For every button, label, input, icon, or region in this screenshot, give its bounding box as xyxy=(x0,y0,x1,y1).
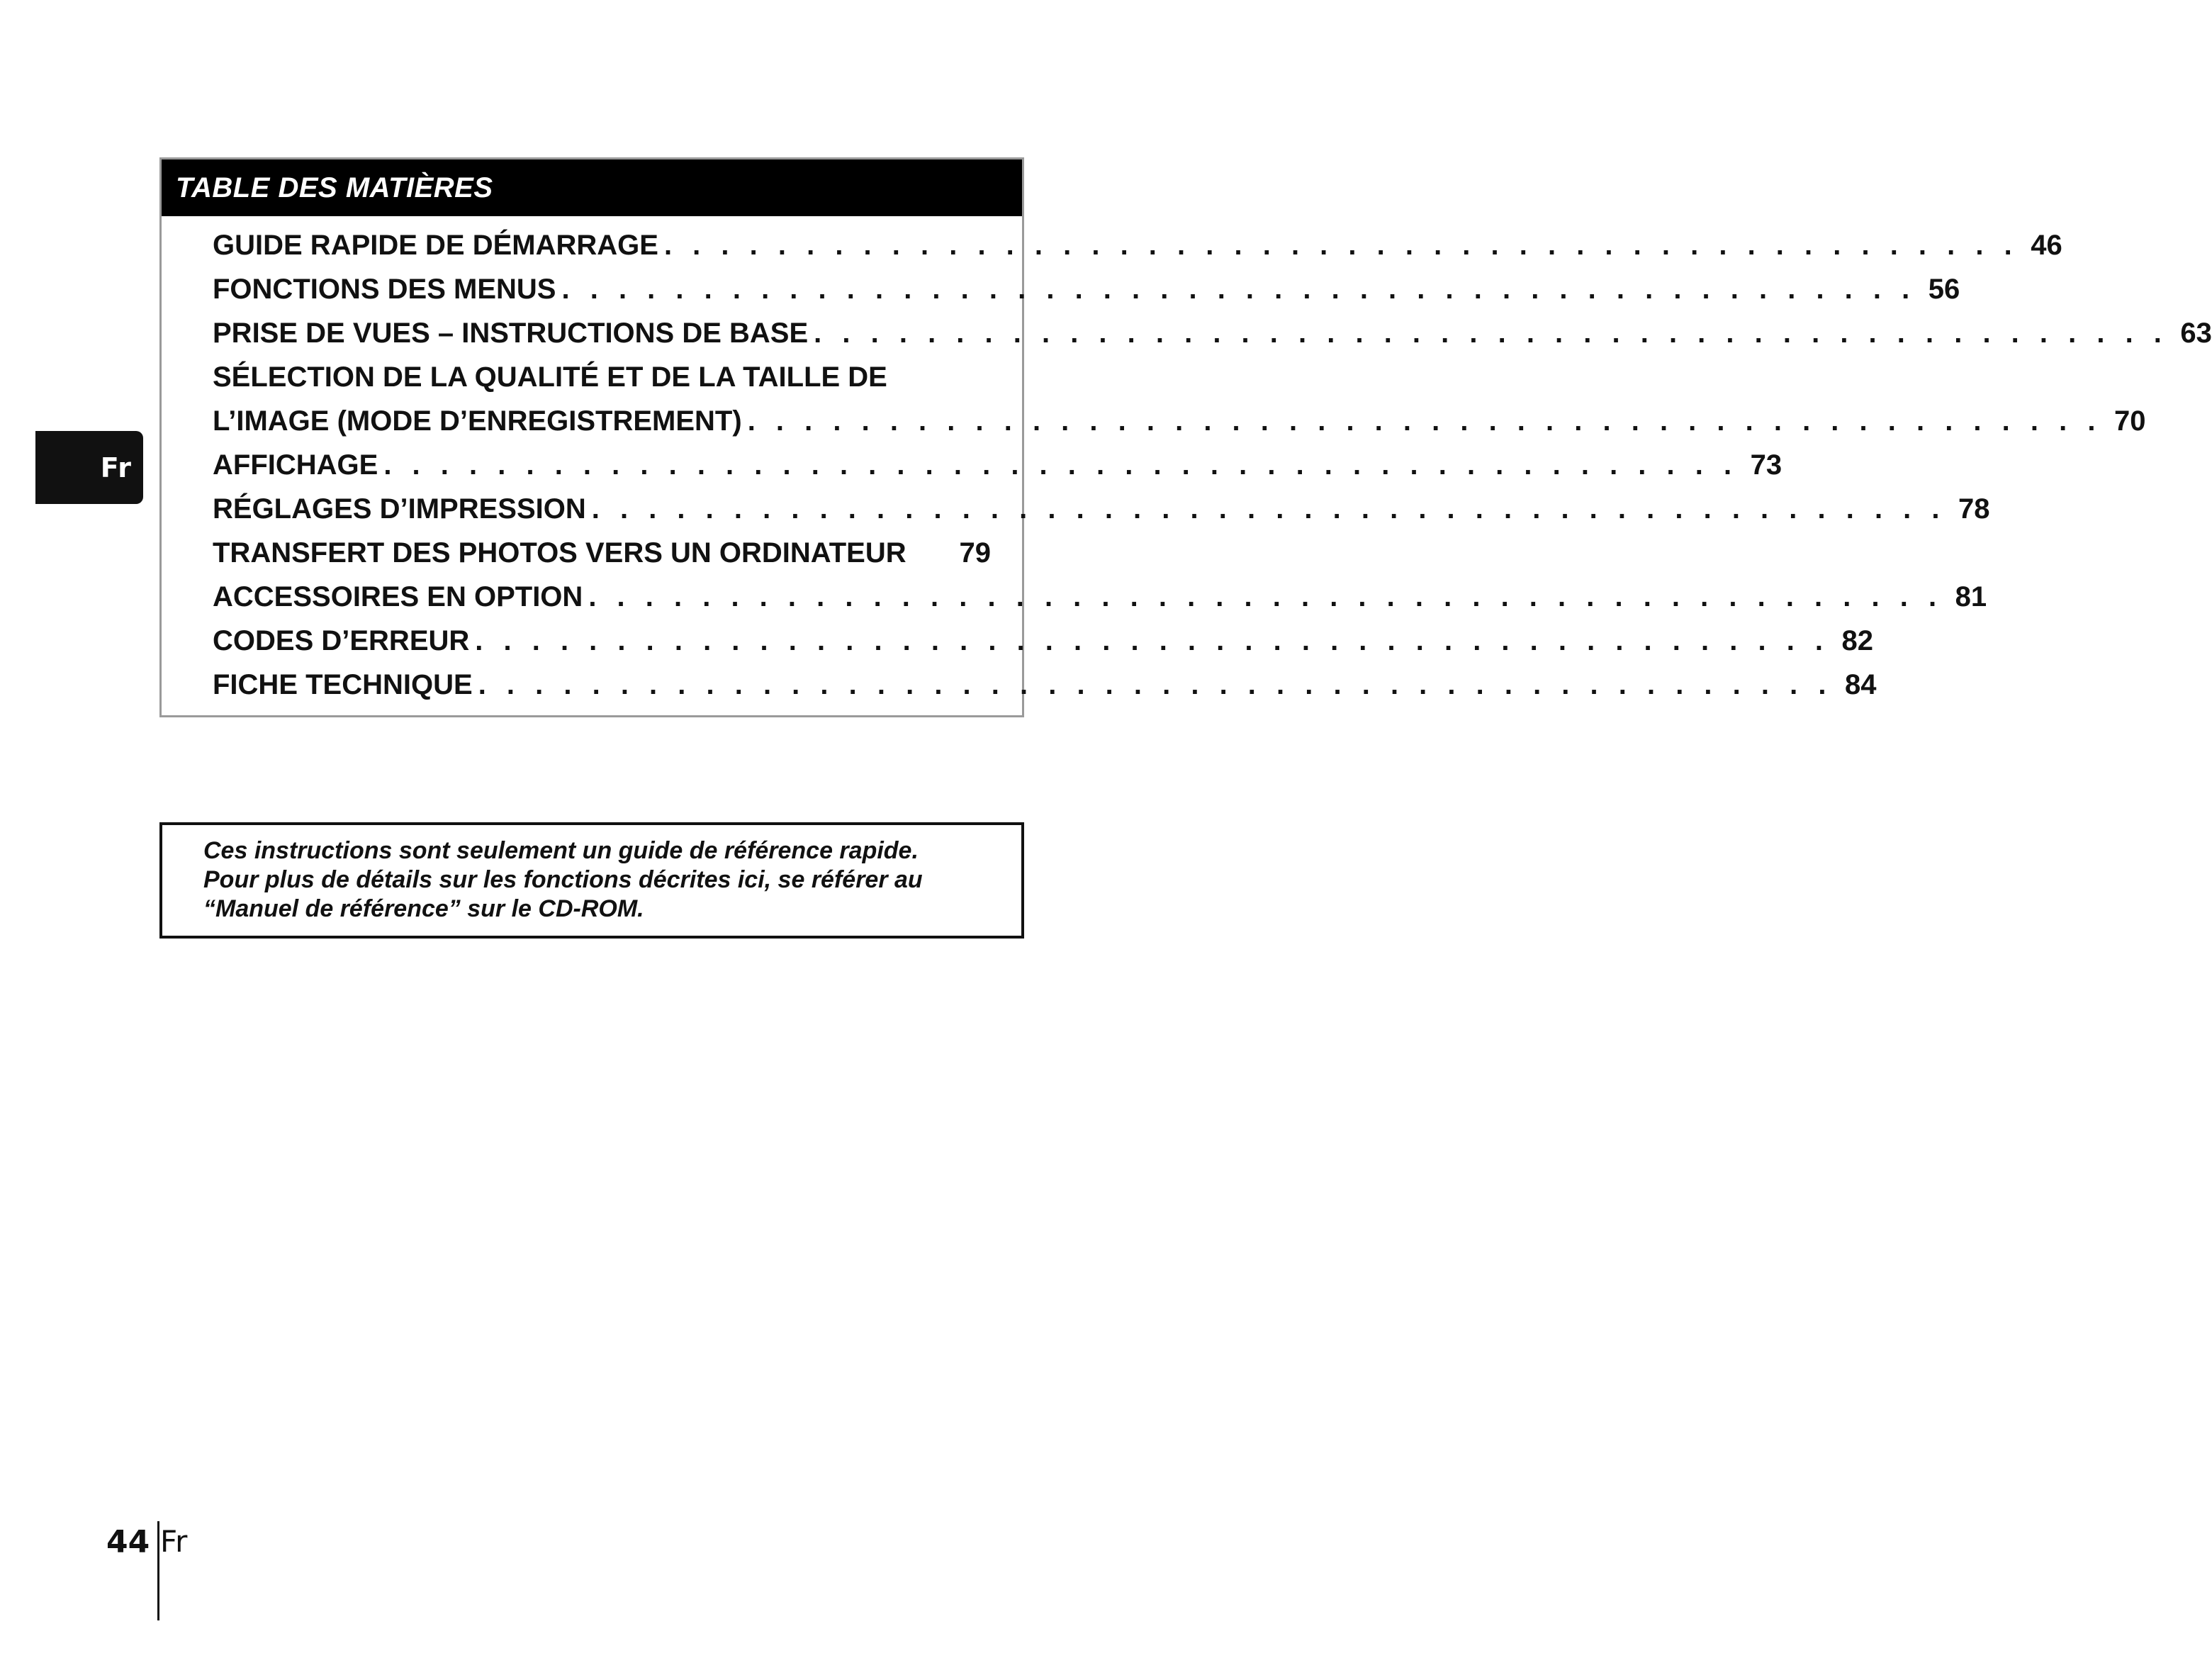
toc-entry-accessories[interactable] xyxy=(213,575,1987,619)
toc-header xyxy=(162,159,1022,216)
toc-entry-title: TRANSFERT DES PHOTOS VERS UN ORDINATEUR xyxy=(213,537,906,568)
toc-entry-image-quality[interactable] xyxy=(213,355,991,399)
toc-entry-specifications[interactable] xyxy=(213,663,1877,707)
note-line: “Manuel de référence” sur le CD-ROM. xyxy=(203,895,644,922)
toc-entry-transfer-to-computer[interactable] xyxy=(213,531,991,575)
note-line: Ces instructions sont seulement un guide de référence rapide. xyxy=(203,837,919,864)
footer-divider xyxy=(157,1521,159,1620)
dot-leader: . . . . . . . . . . . . . . . . . . . . . . . . . . . . . . . . . . . . . . . . . . . . . . . . xyxy=(383,449,1739,481)
toc-entry-title: L’IMAGE (MODE D’ENREGISTREMENT) xyxy=(213,405,742,437)
toc-entry-playback[interactable] xyxy=(213,443,1782,487)
toc-entry-title: FONCTIONS DES MENUS xyxy=(213,273,556,305)
toc-entry-page: 82 xyxy=(1841,624,1874,656)
toc-entry-title: SÉLECTION DE LA QUALITÉ ET DE LA TAILLE DE xyxy=(213,361,887,393)
reference-note xyxy=(159,822,1024,939)
toc-entry-menu-functions[interactable] xyxy=(213,267,1960,311)
table-of-contents xyxy=(159,157,2212,717)
toc-entry-title: CODES D’ERREUR xyxy=(213,624,470,656)
toc-entry-quick-start[interactable] xyxy=(213,223,2062,267)
footer-language: Fr xyxy=(160,1524,188,1559)
toc-entry-page: 73 xyxy=(1750,449,1782,481)
dot-leader: . . . . . . . . . . . . . . . . . . . . . . . . . . . . . . . . . . . . . . . . . . . . . . . . xyxy=(814,317,2168,349)
dot-leader: . . . . . . . . . . . . . . . . . . . . . . . . . . . . . . . . . . . . . . . . . . . . . . . . xyxy=(588,581,1943,612)
toc-entry-page: 63 xyxy=(2180,317,2212,349)
toc-entry-page: 78 xyxy=(1958,493,1990,525)
toc-entry-print-settings[interactable] xyxy=(213,487,1990,531)
toc-entry-shooting-basics[interactable] xyxy=(213,311,2212,355)
toc-entry-page: 79 xyxy=(959,537,991,568)
page-number: 44 xyxy=(106,1524,150,1560)
toc-entry-record-mode[interactable] xyxy=(213,399,2146,443)
language-tab xyxy=(35,431,143,504)
toc-entry-page: 81 xyxy=(1955,581,1987,612)
toc-entry-error-codes[interactable] xyxy=(213,619,1874,663)
dot-leader: . . . . . . . . . . . . . . . . . . . . . . . . . . . . . . . . . . . . . . . . . . . . . . . . xyxy=(591,493,1946,525)
toc-entry-title: ACCESSOIRES EN OPTION xyxy=(213,581,583,612)
language-tab-label: Fr xyxy=(100,452,132,483)
dot-leader: . . . . . . . . . . . . . . . . . . . . . . . . . . . . . . . . . . . . . . . . . . . . . . . . xyxy=(475,624,1830,656)
toc-list xyxy=(213,223,2212,707)
dot-leader: . . . . . . . . . . . . . . . . . . . . . . . . . . . . . . . . . . . . . . . . . . . . . . . . xyxy=(561,273,1916,305)
toc-entry-title: PRISE DE VUES – INSTRUCTIONS DE BASE xyxy=(213,317,809,349)
toc-entry-page: 84 xyxy=(1844,668,1877,700)
toc-entry-title: GUIDE RAPIDE DE DÉMARRAGE xyxy=(213,229,658,261)
toc-entry-page: 46 xyxy=(2031,229,2062,261)
toc-entry-title: FICHE TECHNIQUE xyxy=(213,668,473,700)
toc-entry-title: RÉGLAGES D’IMPRESSION xyxy=(213,493,586,525)
toc-entry-page: 70 xyxy=(2113,405,2146,437)
toc-entry-title: AFFICHAGE xyxy=(213,449,378,481)
toc-entry-page: 56 xyxy=(1928,273,1960,305)
dot-leader: . . . . . . . . . . . . . . . . . . . . . . . . . . . . . . . . . . . . . . . . . . . . . . . . xyxy=(663,229,2019,261)
toc-title: TABLE DES MATIÈRES xyxy=(176,172,493,203)
dot-leader: . . . . . . . . . . . . . . . . . . . . . . . . . . . . . . . . . . . . . . . . . . . . . . . . xyxy=(478,668,1833,700)
dot-leader: . . . . . . . . . . . . . . . . . . . . . . . . . . . . . . . . . . . . . . . . . . . . . . . . xyxy=(747,405,2102,437)
note-line: Pour plus de détails sur les fonctions décrites ici, se référer au xyxy=(203,866,923,893)
